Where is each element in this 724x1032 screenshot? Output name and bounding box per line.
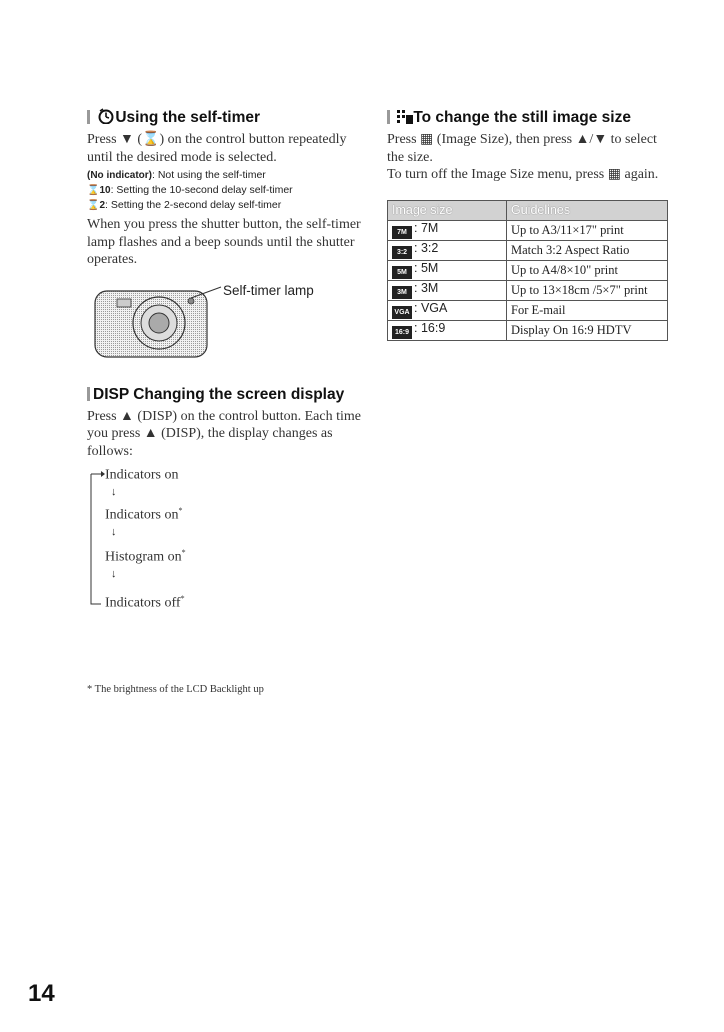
table-cell-size: [388, 220, 507, 240]
image-size-icon: [397, 110, 413, 124]
down-arrow-icon: ↓: [111, 568, 117, 580]
camera-illustration: [87, 277, 362, 367]
disp-flow: [87, 466, 362, 626]
table-header: Image size: [388, 200, 507, 220]
flow-arrows: [87, 466, 107, 616]
disp-heading-text: DISP Changing the screen display: [93, 385, 345, 403]
size-value: : 16:9: [414, 321, 446, 335]
down-arrow-icon: ↓: [111, 486, 117, 498]
self-timer-icon: [97, 108, 115, 124]
page-number: 14: [28, 980, 55, 1007]
disp-body: Press ▲ (DISP) on the control button. Each time you press ▲ (DISP), the display changes as follows:: [87, 408, 361, 459]
table-cell-size: [388, 260, 507, 280]
image-size-body-2: To turn off the Image Size menu, press ▦ again.: [387, 167, 659, 182]
size-icon: 5M: [392, 266, 412, 279]
flow-item-star: *: [181, 548, 186, 557]
selftimer-modes: [87, 168, 362, 213]
mode-desc: : Not using the self-timer: [152, 169, 266, 181]
camera-icon: [87, 277, 232, 365]
mode-label: ⌛10: [87, 185, 111, 196]
flow-item: [105, 548, 186, 566]
flow-item-text: Indicators on: [105, 507, 179, 523]
table-row: [388, 240, 668, 260]
mode-label: (No indicator): [87, 170, 152, 181]
image-size-table: [387, 200, 668, 341]
table-row: [388, 220, 668, 240]
left-column: [87, 108, 362, 626]
size-value: : 5M: [414, 261, 439, 275]
mode-row: [87, 198, 362, 213]
flow-item: [105, 506, 182, 524]
image-size-heading: [387, 108, 677, 127]
table-cell-guide: Display On 16:9 HDTV: [507, 320, 668, 340]
table-cell-guide: Up to 13×18cm /5×7" print: [507, 280, 668, 300]
table-cell-guide: Match 3:2 Aspect Ratio: [507, 240, 668, 260]
flow-item-star: *: [180, 594, 185, 603]
self-timer-lamp-label: Self-timer lamp: [223, 282, 314, 298]
table-row: [388, 300, 668, 320]
flow-item-text: Indicators off: [105, 595, 181, 611]
disp-heading: [87, 385, 362, 404]
table-row: [388, 280, 668, 300]
table-header: Guidelines: [507, 200, 668, 220]
section-marker: [387, 110, 390, 124]
flow-item-text: Indicators on: [105, 467, 179, 483]
footnote: * The brightness of the LCD Backlight up: [87, 684, 264, 695]
table-cell-guide: Up to A3/11×17" print: [507, 220, 668, 240]
size-value: : VGA: [414, 301, 448, 315]
mode-desc: : Setting the 10-second delay self-timer: [110, 184, 293, 196]
table-cell-guide: For E-mail: [507, 300, 668, 320]
table-cell-size: [388, 300, 507, 320]
table-header-row: [388, 200, 668, 220]
size-icon: 3M: [392, 286, 412, 299]
selftimer-body: Press ▼ (⌛) on the control button repeatedly until the desired mode is selected.: [87, 132, 347, 165]
size-icon: VGA: [392, 306, 412, 319]
flow-item: [105, 466, 178, 484]
size-value: : 3M: [414, 281, 439, 295]
table-cell-size: [388, 320, 507, 340]
selftimer-after: When you press the shutter button, the self-timer lamp flashes and a beep sounds until the shutter operates.: [87, 217, 361, 267]
table-cell-size: [388, 240, 507, 260]
size-value: : 3:2: [414, 241, 439, 255]
size-icon: 3:2: [392, 246, 412, 259]
flow-item-star: *: [178, 506, 183, 515]
table-cell-guide: Up to A4/8×10" print: [507, 260, 668, 280]
flow-item-text: Histogram on: [105, 549, 182, 565]
selftimer-heading-text: Using the self-timer: [115, 109, 261, 126]
mode-label: ⌛2: [87, 200, 106, 211]
table-cell-size: [388, 280, 507, 300]
image-size-heading-text: To change the still image size: [413, 109, 631, 126]
section-marker: [87, 110, 90, 124]
flow-item: [105, 594, 185, 612]
right-column: [387, 108, 677, 341]
selftimer-heading: [87, 108, 362, 127]
down-arrow-icon: ↓: [111, 526, 117, 538]
mode-desc: : Setting the 2-second delay self-timer: [105, 199, 282, 211]
table-row: [388, 260, 668, 280]
mode-row: [87, 168, 362, 183]
size-icon: 16:9: [392, 326, 412, 339]
mode-row: [87, 183, 362, 198]
section-marker: [87, 387, 90, 401]
table-row: [388, 320, 668, 340]
image-size-body-1: Press ▦ (Image Size), then press ▲/▼ to select the size.: [387, 132, 657, 165]
size-value: : 7M: [414, 221, 439, 235]
size-icon: 7M: [392, 226, 412, 239]
